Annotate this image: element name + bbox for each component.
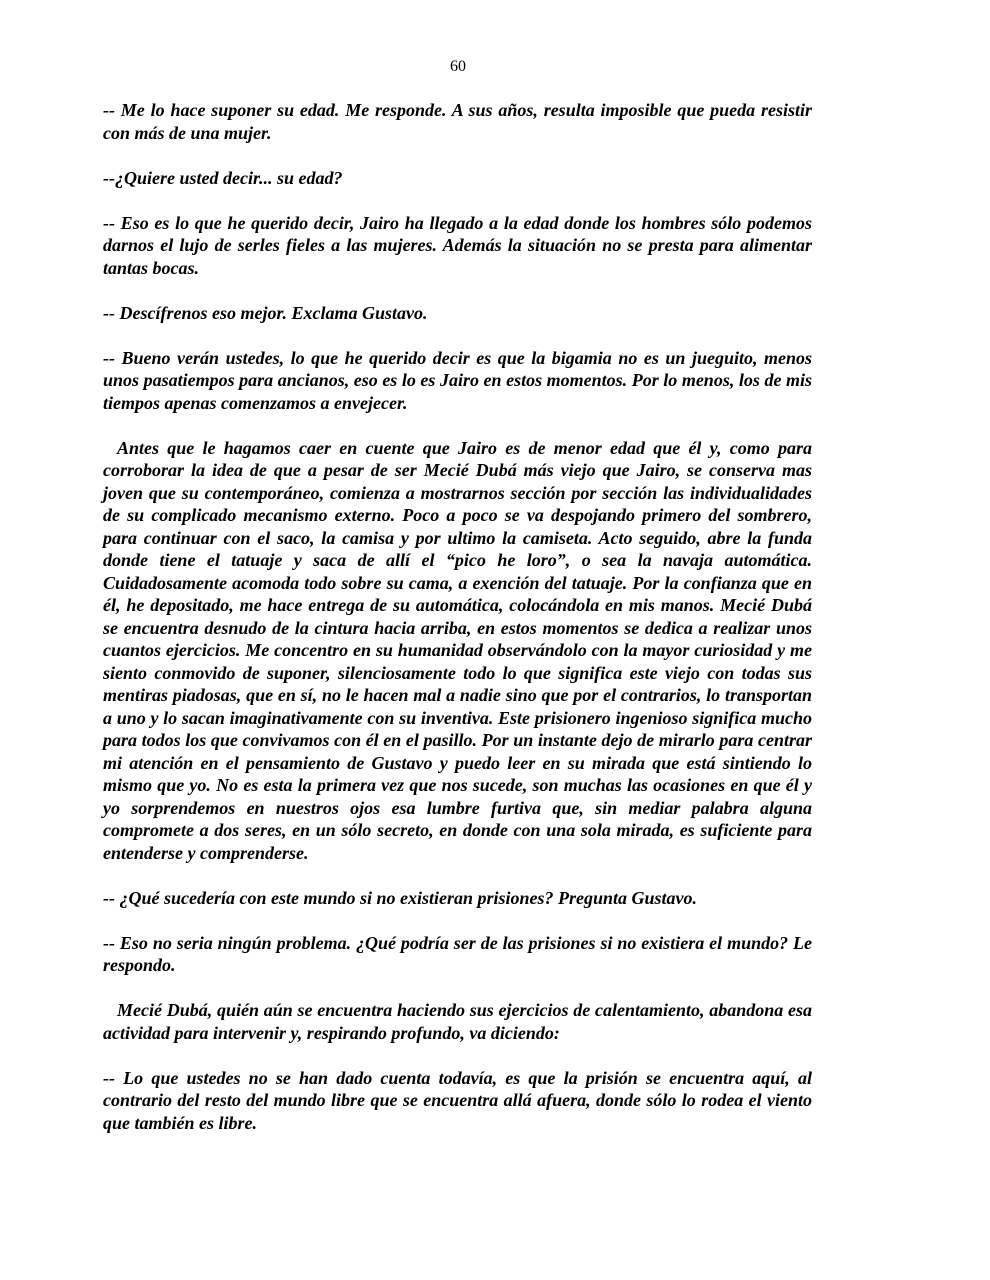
document-body bbox=[103, 99, 812, 1134]
dialogue-paragraph: -- ¿Qué sucedería con este mundo si no existieran prisiones? Pregunta Gustavo. bbox=[103, 887, 698, 908]
dialogue-paragraph: -- Eso no seria ningún problema. ¿Qué podría ser de las prisiones si no existiera el mundo? Le respondo. bbox=[103, 932, 812, 975]
dialogue-paragraph: -- Bueno verán ustedes, lo que he querido decir es que la bigamia no es un jueguito, menos unos pasatiempos para ancianos, eso es lo es Jairo en estos momentos. Por lo menos, los de mis tiempos apenas comenzamos a envejecer. bbox=[103, 347, 812, 413]
dialogue-paragraph: -- Eso es lo que he querido decir, Jairo ha llegado a la edad donde los hombres sólo podemos darnos el lujo de serles fieles a las mujeres. Además la situación no se presta para alimentar tantas bocas. bbox=[103, 212, 812, 278]
page-number: 60 bbox=[450, 58, 466, 75]
dialogue-paragraph: -- Me lo hace suponer su edad. Me responde. A sus años, resulta imposible que pueda resistir con más de una mujer. bbox=[103, 100, 812, 143]
dialogue-paragraph: --¿Quiere usted decir... su edad? bbox=[103, 167, 343, 188]
narrative-paragraph: Antes que le hagamos caer en cuente que Jairo es de menor edad que él y, como para corroborar la idea de que a pesar de ser Mecié Dubá más viejo que Jairo, se conserva mas joven que su contemporáneo, comienza a mostrarnos sección por sección las individualidades de su complicado mecanismo externo. Poco a poco se va despojando primero del sombrero, para continuar con el saco, la camisa y por ultimo la camiseta. Acto seguido, abre la funda donde tiene el tatuaje y saca de allí el “pico he loro”, o sea la navaja automática. Cuidadosamente acomoda todo sobre su cama, a exención del tatuaje. Por la confianza que en él, he depositado, me hace entrega de su automática, colocándola en mis manos. Mecié Dubá se encuentra desnudo de la cintura hacia arriba, en estos momentos se dedica a realizar unos cuantos ejercicios. Me concentro en su humanidad observándolo con la mayor curiosidad y me siento conmovido de suponer, silenciosamente todo lo que significa este viejo con todas sus mentiras piadosas, que en sí, no le hacen mal a nadie sino que por el contrarios, lo transportan a uno y lo sacan imaginativamente con su inventiva. Este prisionero ingenioso significa mucho para todos los que convivamos con él en el pasillo. Por un instante dejo de mirarlo para centrar mi atención en el pensamiento de Gustavo y puedo leer en su mirada que está sintiendo lo mismo que yo. No es esta la primera vez que nos sucede, son muchas las ocasiones en que él y yo sorprendemos en nuestros ojos esa lumbre furtiva que, sin mediar palabra alguna compromete a dos seres, en un sólo secreto, en donde con una sola mirada, es suficiente para entenderse y comprenderse. bbox=[103, 437, 812, 863]
dialogue-paragraph: -- Descífrenos eso mejor. Exclama Gustavo. bbox=[103, 302, 428, 323]
dialogue-paragraph: -- Lo que ustedes no se han dado cuenta todavía, es que la prisión se encuentra aquí, al contrario del resto del mundo libre que se encuentra allá afuera, donde sólo lo rodea el viento que también es libre. bbox=[103, 1067, 812, 1133]
narrative-paragraph: Mecié Dubá, quién aún se encuentra haciendo sus ejercicios de calentamiento, abandona esa actividad para intervenir y, respirando profundo, va diciendo: bbox=[103, 1000, 812, 1043]
